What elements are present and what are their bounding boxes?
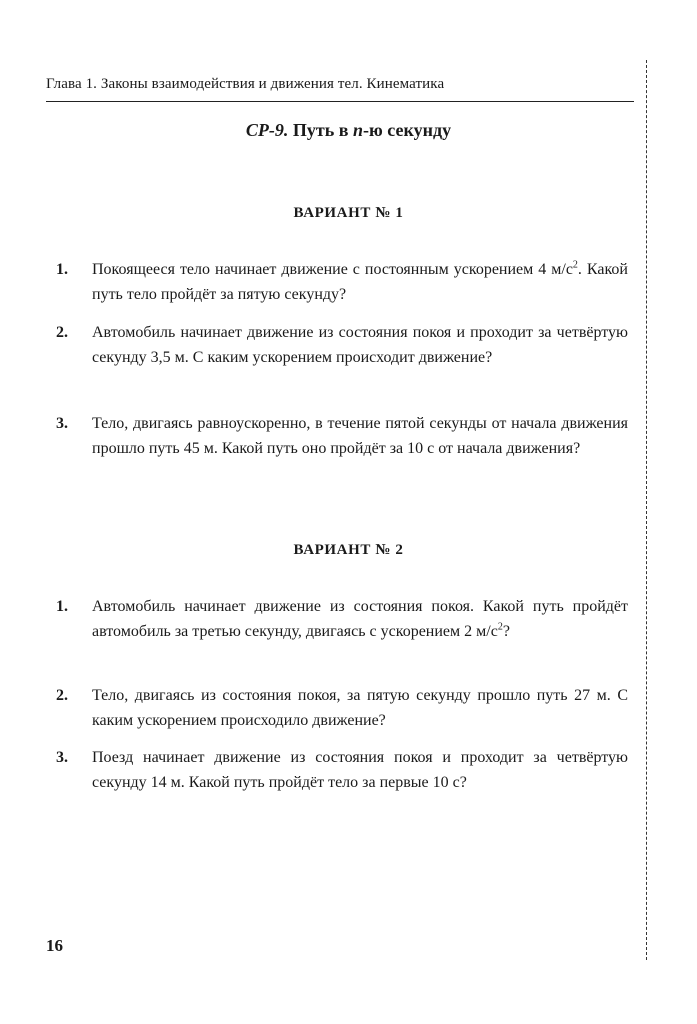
- problem-number: 3.: [56, 749, 68, 766]
- worksheet-title: [0, 120, 697, 141]
- title-text-before: Путь в: [292, 120, 354, 140]
- problem-text: Тело, двигаясь из состояния покоя, за пятую секунду прошло путь 27 м. С каким ускорением происходило движение?: [92, 687, 628, 729]
- variant-2-heading: ВАРИАНТ № 2: [293, 542, 404, 558]
- problem-number: 1.: [56, 598, 68, 615]
- exponent: 2: [497, 621, 503, 633]
- chapter-header: Глава 1. Законы взаимодействия и движения тел. Кинематика: [46, 76, 445, 92]
- problem-text: Автомобиль начинает движение из состояния покоя. Какой путь пройдёт автомобиль за третью секунду, двигаясь с ускорением 2 $м/с^2$?: [92, 598, 628, 640]
- problem-text: Покоящееся тело начинает движение с постоянным ускорением 4 $м/с^2$. Какой путь тело пройдёт за пятую секунду?: [92, 259, 628, 303]
- page-number: 16: [46, 936, 63, 955]
- exponent: 2: [572, 259, 578, 271]
- problem-number: 1.: [56, 261, 68, 278]
- title-text-after: -ю секунду: [363, 120, 452, 140]
- variant-1-heading: ВАРИАНТ № 1: [293, 205, 404, 221]
- title-n: n: [353, 120, 364, 140]
- worksheet-code: СР-9.: [245, 120, 289, 140]
- problem-text: Поезд начинает движение из состояния покоя и проходит за четвёртую секунду 14 м. Какой путь пройдёт тело за первые 10 с?: [92, 749, 628, 791]
- problem-number: 2.: [56, 324, 68, 341]
- problem-number: 3.: [56, 415, 68, 432]
- problem-text: Тело, двигаясь равноускоренно, в течение пятой секунды от начала движения прошло путь 45 м. Какой путь оно пройдёт за 10 с от начала движения?: [92, 415, 628, 457]
- header-divider: [46, 101, 634, 102]
- problem-number: 2.: [56, 687, 68, 704]
- page-cut-line: [646, 60, 647, 960]
- problem-text: Автомобиль начинает движение из состояния покоя и проходит за четвёртую секунду 3,5 м. С каким ускорением происходит движение?: [92, 324, 628, 366]
